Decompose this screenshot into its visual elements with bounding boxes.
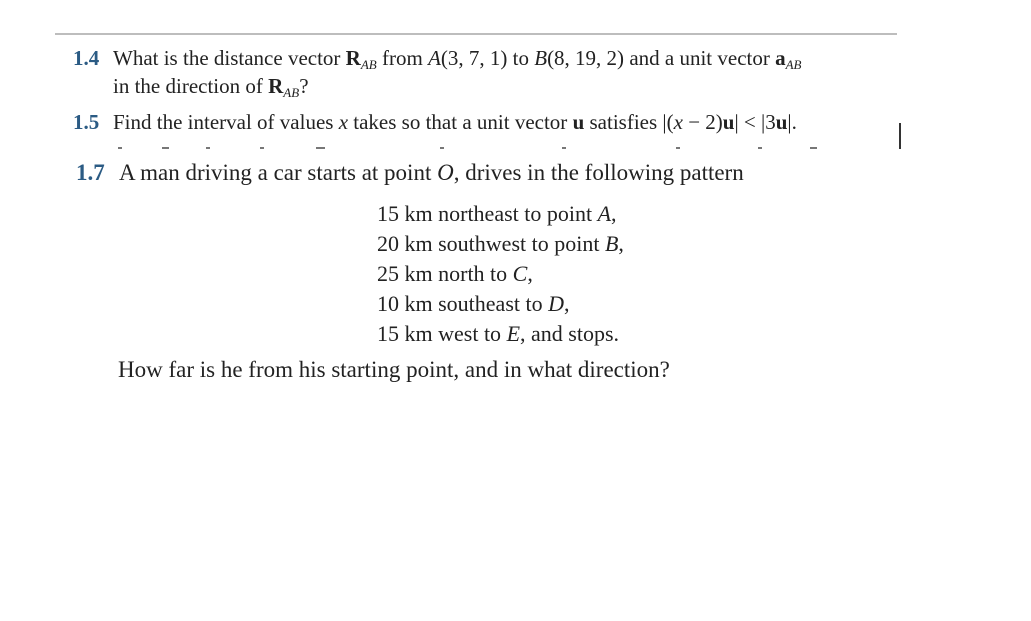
route-steps [377, 199, 624, 349]
text: A man driving a car starts at point [119, 160, 438, 185]
cropped-text-remnant [110, 147, 830, 153]
route-step: 15 km northeast to point A, [377, 201, 617, 226]
route-step: 10 km southeast to D, [377, 291, 570, 316]
problem-1-4-line1 [73, 46, 801, 71]
text: − 2) [682, 110, 723, 134]
top-rule [55, 33, 897, 35]
text: satisfies |( [584, 110, 674, 134]
vector-symbol: R [268, 74, 284, 98]
problem-number: 1.7 [76, 160, 105, 185]
variable: x [338, 110, 349, 134]
point-label: O [437, 160, 454, 185]
subscript: AB [785, 57, 802, 72]
text: | < |3 [734, 110, 776, 134]
text: ? [299, 74, 309, 98]
variable: x [673, 110, 683, 134]
problem-1-5 [73, 110, 797, 135]
point-label: E [506, 321, 521, 346]
text: What is the distance vector [113, 46, 346, 70]
coordinates: (8, 19, 2) [547, 46, 625, 70]
problem-number: 1.4 [73, 46, 100, 70]
route-step: 20 km southwest to point B, [377, 231, 624, 256]
text: |. [787, 110, 797, 134]
text: to [507, 46, 535, 70]
unit-vector-symbol: a [775, 46, 786, 70]
text: takes so that a unit vector [348, 110, 573, 134]
point-label: B [534, 46, 548, 70]
point-label: A [597, 201, 612, 226]
text: in the direction of [113, 74, 269, 98]
vector-symbol: u [572, 110, 585, 134]
problem-1-4-line2 [113, 74, 309, 99]
problem-1-7-intro [76, 160, 744, 186]
vector-symbol: u [722, 110, 735, 134]
text: from [376, 46, 429, 70]
text: and a unit vector [624, 46, 776, 70]
text: , drives in the following pattern [453, 160, 744, 185]
text-cursor-bar [899, 123, 901, 149]
vector-symbol: R [345, 46, 361, 70]
route-step: 15 km west to E, and stops. [377, 321, 620, 346]
point-label: D [548, 291, 564, 316]
route-step: 25 km north to C, [377, 261, 533, 286]
point-label: B [604, 231, 619, 256]
point-label: A [428, 46, 441, 70]
subscript: AB [283, 85, 300, 100]
subscript: AB [360, 57, 377, 72]
text: Find the interval of values [113, 110, 339, 134]
point-label: C [512, 261, 528, 286]
vector-symbol: u [775, 110, 788, 134]
coordinates: (3, 7, 1) [440, 46, 508, 70]
problem-number: 1.5 [73, 110, 100, 134]
problem-1-7-question: How far is he from his starting point, and in what direction? [118, 357, 670, 382]
